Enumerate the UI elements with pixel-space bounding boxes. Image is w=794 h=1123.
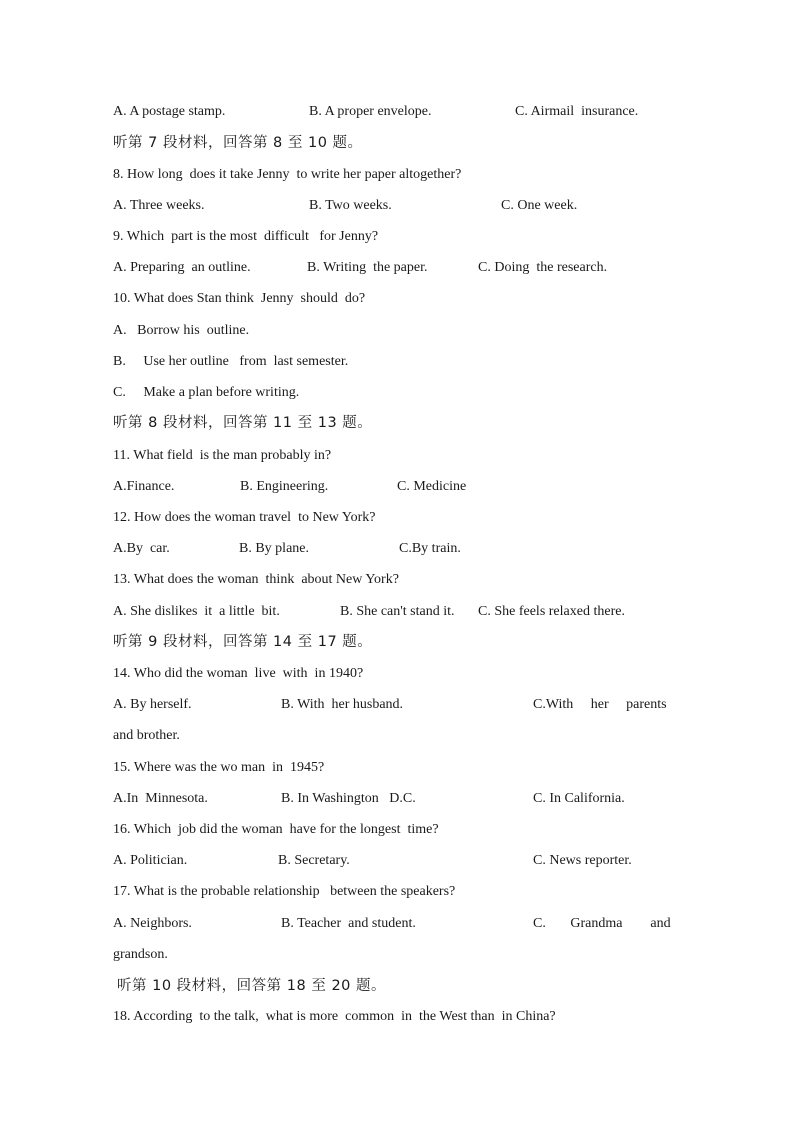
- q13-option-b: B. She can't stand it.: [340, 604, 455, 619]
- question-14: 14. Who did the woman live with in 1940?: [113, 666, 364, 681]
- q13-option-c: C. She feels relaxed there.: [478, 604, 625, 619]
- question-8: 8. How long does it take Jenny to write her paper altogether?: [113, 167, 462, 182]
- q8-option-c: C. One week.: [501, 198, 578, 213]
- q10-option-a: A. Borrow his outline.: [113, 323, 250, 338]
- q17-option-b: B. Teacher and student.: [281, 916, 416, 931]
- q14-option-c: C.With her parents: [533, 697, 667, 712]
- q9-option-a: A. Preparing an outline.: [113, 260, 251, 275]
- q14-option-a: A. By herself.: [113, 697, 192, 712]
- q12-option-c: C.By train.: [399, 541, 461, 556]
- q9-option-b: B. Writing the paper.: [307, 260, 428, 275]
- question-10: 10. What does Stan think Jenny should do?: [113, 291, 366, 306]
- q9-option-c: C. Doing the research.: [478, 260, 608, 275]
- question-16: 16. Which job did the woman have for the longest time?: [113, 822, 439, 837]
- q13-option-a: A. She dislikes it a little bit.: [113, 604, 280, 619]
- q17-option-c: C. Grandma and: [533, 916, 671, 931]
- question-18: 18. According to the talk, what is more common in the West than in China?: [113, 1009, 556, 1024]
- q8-option-a: A. Three weeks.: [113, 198, 205, 213]
- q7-option-a: A. A postage stamp.: [113, 104, 226, 119]
- q15-option-b: B. In Washington D.C.: [281, 791, 416, 806]
- q12-option-a: A.By car.: [113, 541, 170, 556]
- q17-option-c-continued: grandson.: [113, 947, 168, 962]
- q11-option-a: A.Finance.: [113, 479, 175, 494]
- q10-option-b: B. Use her outline from last semester.: [113, 354, 349, 369]
- section-10-heading: 听第 10 段材料，回答第 18 至 20 题。: [117, 978, 387, 994]
- q10-option-c: C. Make a plan before writing.: [113, 385, 300, 400]
- section-7-heading: 听第 7 段材料，回答第 8 至 10 题。: [113, 135, 363, 151]
- question-17: 17. What is the probable relationship between the speakers?: [113, 884, 456, 899]
- q14-option-c-continued: and brother.: [113, 728, 180, 743]
- question-15: 15. Where was the wo man in 1945?: [113, 760, 325, 775]
- question-11: 11. What field is the man probably in?: [113, 448, 332, 463]
- q11-option-b: B. Engineering.: [240, 479, 329, 494]
- q8-option-b: B. Two weeks.: [309, 198, 392, 213]
- q7-option-c: C. Airmail insurance.: [515, 104, 639, 119]
- q15-option-a: A.In Minnesota.: [113, 791, 208, 806]
- q7-option-b: B. A proper envelope.: [309, 104, 432, 119]
- question-9: 9. Which part is the most difficult for Jenny?: [113, 229, 379, 244]
- question-13: 13. What does the woman think about New York?: [113, 572, 399, 587]
- q17-option-a: A. Neighbors.: [113, 916, 192, 931]
- section-9-heading: 听第 9 段材料，回答第 14 至 17 题。: [113, 634, 373, 650]
- question-12: 12. How does the woman travel to New York?: [113, 510, 376, 525]
- section-8-heading: 听第 8 段材料，回答第 11 至 13 题。: [113, 415, 373, 431]
- q15-option-c: C. In California.: [533, 791, 625, 806]
- q16-option-a: A. Politician.: [113, 853, 188, 868]
- q16-option-c: C. News reporter.: [533, 853, 632, 868]
- q16-option-b: B. Secretary.: [278, 853, 350, 868]
- q11-option-c: C. Medicine: [397, 479, 467, 494]
- q14-option-b: B. With her husband.: [281, 697, 404, 712]
- q12-option-b: B. By plane.: [239, 541, 309, 556]
